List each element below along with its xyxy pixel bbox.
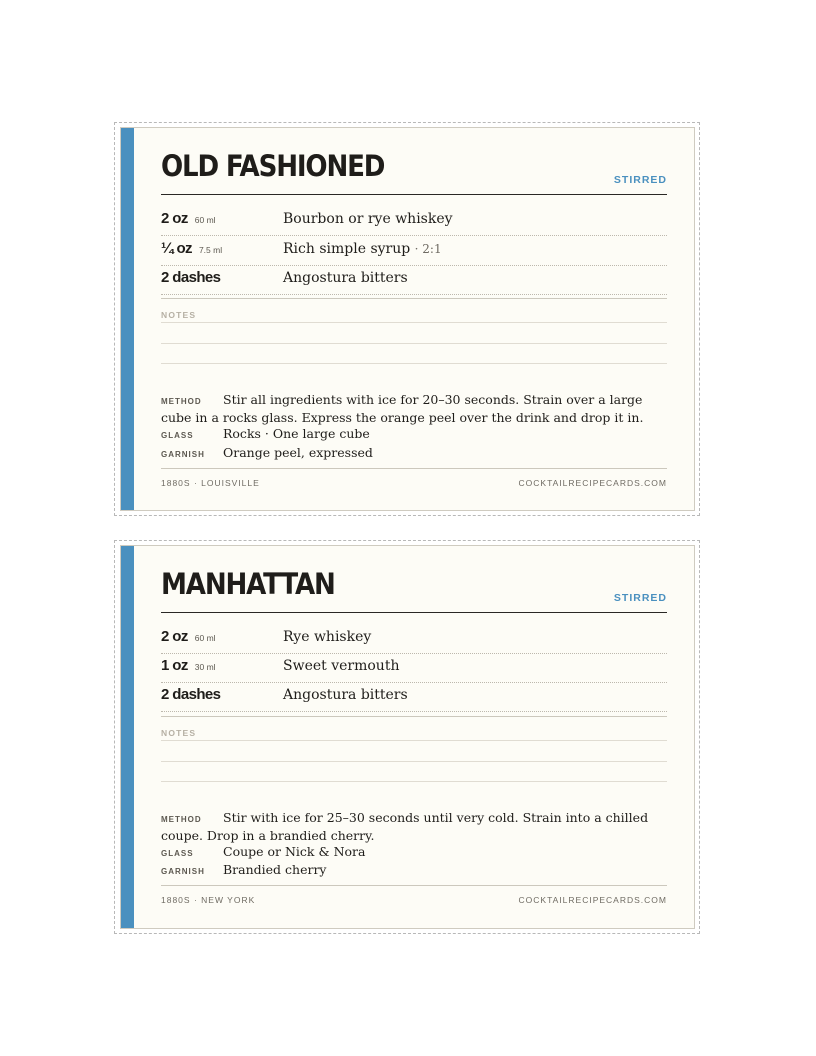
ingredient-row [161,624,667,654]
method-text: METHOD Stir with ice for 25–30 seconds until very cold. Strain into a chilled coupe. Drop in a brandied cherry. [161,810,649,843]
notes-divider [161,298,667,299]
ingredient-name: Bourbon or rye whiskey [283,211,453,227]
garnish-row: GARNISH Orange peel, expressed [161,445,373,460]
ingredient-ml: 60 ml [194,215,216,225]
card-cut-outline [114,540,700,934]
card-accent-bar [121,546,134,928]
recipe-card-old-fashioned [120,127,695,511]
ingredient-amount: ¼ oz 7.5 ml [161,240,223,257]
ingredient-name: Rich simple syrup · 2:1 [283,241,442,257]
footer-origin: 1880S · NEW YORK [161,895,256,905]
garnish-label: GARNISH [161,450,205,459]
ingredient-row [161,265,667,295]
footer-divider [161,468,667,469]
ingredient-row [161,206,667,236]
ingredient-amount: 2 oz 60 ml [161,628,216,645]
notes-label: NOTES [161,728,197,738]
ingredient-amount: 2 oz 60 ml [161,210,216,227]
notes-line [161,740,667,741]
notes-line [161,343,667,344]
recipe-card-manhattan [120,545,695,929]
glass-label: GLASS [161,431,194,440]
glass-label: GLASS [161,849,194,858]
footer-website: COCKTAILRECIPECARDS.COM [518,478,667,488]
ingredient-ml: 60 ml [194,633,216,643]
card-content [161,128,667,510]
method-text: METHOD Stir all ingredients with ice for 20–30 seconds. Strain over a large cube in a rocks glass. Express the orange peel over the drink and drop it in. [161,392,644,425]
ingredient-name: Angostura bitters [283,687,408,703]
ingredient-ml: 30 ml [194,662,216,672]
card-title: OLD FASHIONED [161,149,385,183]
notes-line [161,761,667,762]
ingredient-amount: 2 dashes [161,686,221,703]
ingredient-row [161,653,667,683]
ingredient-name: Sweet vermouth [283,658,400,674]
notes-divider [161,716,667,717]
ingredient-ml: 7.5 ml [198,245,223,255]
card-accent-bar [121,128,134,510]
notes-line [161,322,667,323]
ingredient-note: · 2:1 [414,242,442,256]
footer-website: COCKTAILRECIPECARDS.COM [518,895,667,905]
footer-divider [161,885,667,886]
method-label: METHOD [161,397,202,406]
notes-line [161,781,667,782]
card-content [161,546,667,928]
card-title: MANHATTAN [161,567,335,601]
ingredient-amount: 2 dashes [161,269,221,286]
ingredient-name: Angostura bitters [283,270,408,286]
card-cut-outline [114,122,700,516]
notes-label: NOTES [161,310,197,320]
ingredient-row [161,236,667,266]
glass-row: GLASS Coupe or Nick & Nora [161,844,366,859]
method-label: METHOD [161,815,202,824]
method-tag: STIRRED [613,174,667,186]
glass-row: GLASS Rocks · One large cube [161,426,370,441]
ingredient-name: Rye whiskey [283,629,372,645]
notes-line [161,363,667,364]
title-rule [161,194,667,195]
ingredient-amount: 1 oz 30 ml [161,657,216,674]
title-rule [161,612,667,613]
garnish-label: GARNISH [161,867,205,876]
garnish-row: GARNISH Brandied cherry [161,862,327,877]
footer-origin: 1880S · LOUISVILLE [161,478,260,488]
method-tag: STIRRED [613,592,667,604]
ingredient-row [161,682,667,712]
